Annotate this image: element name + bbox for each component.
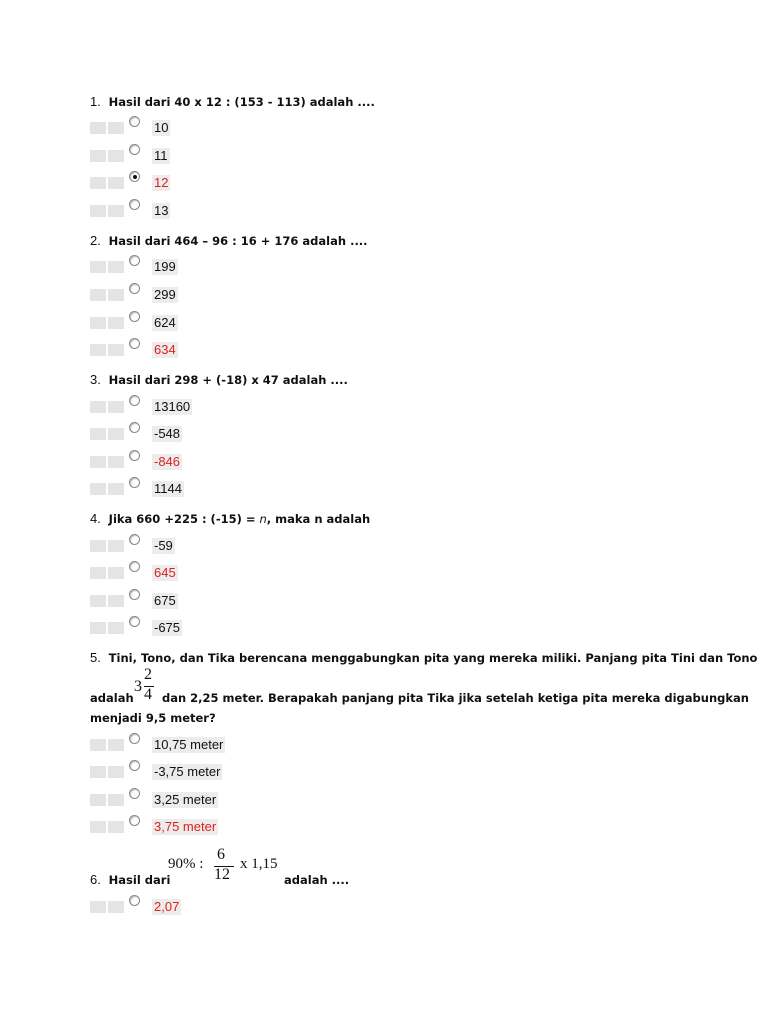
answer-box	[108, 289, 124, 301]
question-number: 1.	[90, 94, 101, 109]
option-1b[interactable]	[90, 144, 290, 164]
option-4c[interactable]	[90, 589, 290, 609]
option-3c[interactable]	[90, 450, 290, 470]
answer-box	[108, 344, 124, 356]
option-label: 624	[154, 315, 176, 330]
radio-button[interactable]	[129, 338, 140, 349]
radio-button-selected[interactable]	[129, 171, 140, 182]
option-4d[interactable]	[90, 616, 290, 636]
answer-box	[108, 317, 124, 329]
radio-button[interactable]	[129, 255, 140, 266]
option-5b[interactable]	[90, 760, 290, 780]
answer-box	[90, 821, 106, 833]
option-label: 13160	[154, 399, 191, 414]
question-number: 5.	[90, 650, 101, 665]
answer-box	[90, 766, 106, 778]
answer-box	[90, 150, 106, 162]
radio-button[interactable]	[129, 788, 140, 799]
question-5-line2b	[162, 690, 749, 706]
option-label: 10	[154, 120, 169, 135]
option-2c[interactable]	[90, 311, 290, 331]
radio-button[interactable]	[129, 589, 140, 600]
answer-box	[108, 567, 124, 579]
question-number: 6.	[90, 872, 101, 887]
answer-box	[90, 739, 106, 751]
radio-button[interactable]	[129, 616, 140, 627]
question-4	[90, 511, 370, 527]
answer-box	[90, 177, 106, 189]
math-expression-right: x 1,15	[240, 856, 278, 872]
answer-box	[108, 205, 124, 217]
option-label: -675	[154, 620, 181, 635]
radio-button[interactable]	[129, 116, 140, 127]
option-2d[interactable]	[90, 338, 290, 358]
fraction-denominator: 4	[144, 686, 152, 703]
answer-box	[108, 456, 124, 468]
question-5-line2	[90, 690, 134, 706]
radio-button[interactable]	[129, 199, 140, 210]
option-label: 199	[154, 259, 176, 274]
answer-box	[108, 739, 124, 751]
option-5a[interactable]	[90, 733, 290, 753]
answer-box	[108, 428, 124, 440]
question-5	[90, 650, 757, 666]
option-label-correct: 634	[154, 342, 176, 357]
option-3d[interactable]	[90, 477, 290, 497]
radio-button[interactable]	[129, 283, 140, 294]
mixed-fraction	[134, 668, 158, 710]
question-text: adalah	[90, 691, 134, 705]
answer-box	[90, 344, 106, 356]
question-text: Hasil dari	[108, 873, 171, 887]
question-text: adalah ....	[284, 873, 350, 887]
radio-button[interactable]	[129, 815, 140, 826]
answer-box	[108, 483, 124, 495]
option-label: -548	[154, 426, 181, 441]
answer-box	[108, 150, 124, 162]
question-6-end	[284, 872, 349, 888]
radio-button[interactable]	[129, 395, 140, 406]
radio-button[interactable]	[129, 422, 140, 433]
option-4b[interactable]	[90, 561, 290, 581]
option-1a[interactable]	[90, 116, 290, 136]
option-label-correct: 12	[154, 175, 169, 190]
variable-n: n	[259, 512, 267, 526]
option-label: 3,25 meter	[154, 792, 217, 807]
answer-box	[90, 401, 106, 413]
option-label-correct: 2,07	[154, 899, 180, 914]
fraction-numerator: 2	[144, 666, 152, 683]
answer-box	[90, 428, 106, 440]
fraction-denominator: 12	[214, 866, 230, 883]
math-expression-left: 90% :	[168, 856, 204, 872]
answer-box	[108, 595, 124, 607]
radio-button[interactable]	[129, 144, 140, 155]
option-3b[interactable]	[90, 422, 290, 442]
question-1	[90, 94, 375, 110]
question-3	[90, 372, 348, 388]
option-5c[interactable]	[90, 788, 290, 808]
option-label: 1144	[154, 481, 182, 496]
question-number: 4.	[90, 511, 101, 526]
answer-box	[108, 177, 124, 189]
answer-box	[90, 483, 106, 495]
option-label-correct: 645	[154, 565, 176, 580]
answer-box	[108, 766, 124, 778]
answer-box	[108, 622, 124, 634]
option-2a[interactable]	[90, 255, 290, 275]
fraction-whole: 3	[134, 678, 142, 695]
radio-button[interactable]	[129, 895, 140, 906]
radio-button[interactable]	[129, 561, 140, 572]
answer-box	[90, 205, 106, 217]
answer-box	[108, 901, 124, 913]
option-4a[interactable]	[90, 534, 290, 554]
answer-box	[90, 289, 106, 301]
fraction-numerator: 6	[217, 846, 225, 863]
radio-button[interactable]	[129, 311, 140, 322]
option-label: -3,75 meter	[154, 764, 221, 779]
question-2	[90, 233, 368, 249]
radio-button[interactable]	[129, 450, 140, 461]
answer-box	[90, 456, 106, 468]
question-text-end: , maka n adalah	[266, 512, 371, 526]
answer-box	[108, 122, 124, 134]
option-label: 10,75 meter	[154, 737, 224, 752]
question-text: Hasil dari 464 – 96 : 16 + 176 adalah ....	[108, 234, 368, 248]
option-label: -59	[154, 538, 173, 553]
radio-button[interactable]	[129, 760, 140, 771]
question-text: Hasil dari 40 x 12 : (153 - 113) adalah ....	[108, 95, 375, 109]
answer-box	[108, 821, 124, 833]
option-1c[interactable]	[90, 171, 290, 191]
radio-button[interactable]	[129, 477, 140, 488]
question-text: Hasil dari 298 + (-18) x 47 adalah ....	[108, 373, 348, 387]
question-6	[90, 872, 170, 888]
question-text: dan 2,25 meter. Berapakah panjang pita Tika jika setelah ketiga pita mereka digabungkan	[162, 691, 749, 705]
answer-box	[108, 261, 124, 273]
answer-box	[90, 122, 106, 134]
question-number: 2.	[90, 233, 101, 248]
option-label-correct: 3,75 meter	[154, 819, 217, 834]
question-text: Jika 660 +225 : (-15) =	[108, 512, 260, 526]
option-label: 675	[154, 593, 176, 608]
option-label-correct: -846	[154, 454, 181, 469]
answer-box	[90, 794, 106, 806]
option-1d[interactable]	[90, 199, 290, 219]
answer-box	[108, 401, 124, 413]
question-number: 3.	[90, 372, 101, 387]
option-2b[interactable]	[90, 283, 290, 303]
question-5-line3	[90, 710, 216, 726]
answer-box	[90, 540, 106, 552]
option-5d[interactable]	[90, 815, 290, 835]
fraction	[214, 846, 234, 888]
answer-box	[108, 794, 124, 806]
option-3a[interactable]	[90, 395, 290, 415]
question-text: menjadi 9,5 meter?	[90, 711, 216, 725]
option-label: 299	[154, 287, 176, 302]
radio-button[interactable]	[129, 534, 140, 545]
answer-box	[90, 622, 106, 634]
option-6a[interactable]	[90, 895, 290, 915]
question-text: Tini, Tono, dan Tika berencana menggabungkan pita yang mereka miliki. Panjang pita Tini dan Tono	[108, 651, 758, 665]
answer-box	[90, 261, 106, 273]
answer-box	[90, 901, 106, 913]
answer-box	[108, 540, 124, 552]
answer-box	[90, 317, 106, 329]
answer-box	[90, 567, 106, 579]
answer-box	[90, 595, 106, 607]
radio-button[interactable]	[129, 733, 140, 744]
option-label: 13	[154, 203, 169, 218]
option-label: 11	[154, 148, 168, 163]
